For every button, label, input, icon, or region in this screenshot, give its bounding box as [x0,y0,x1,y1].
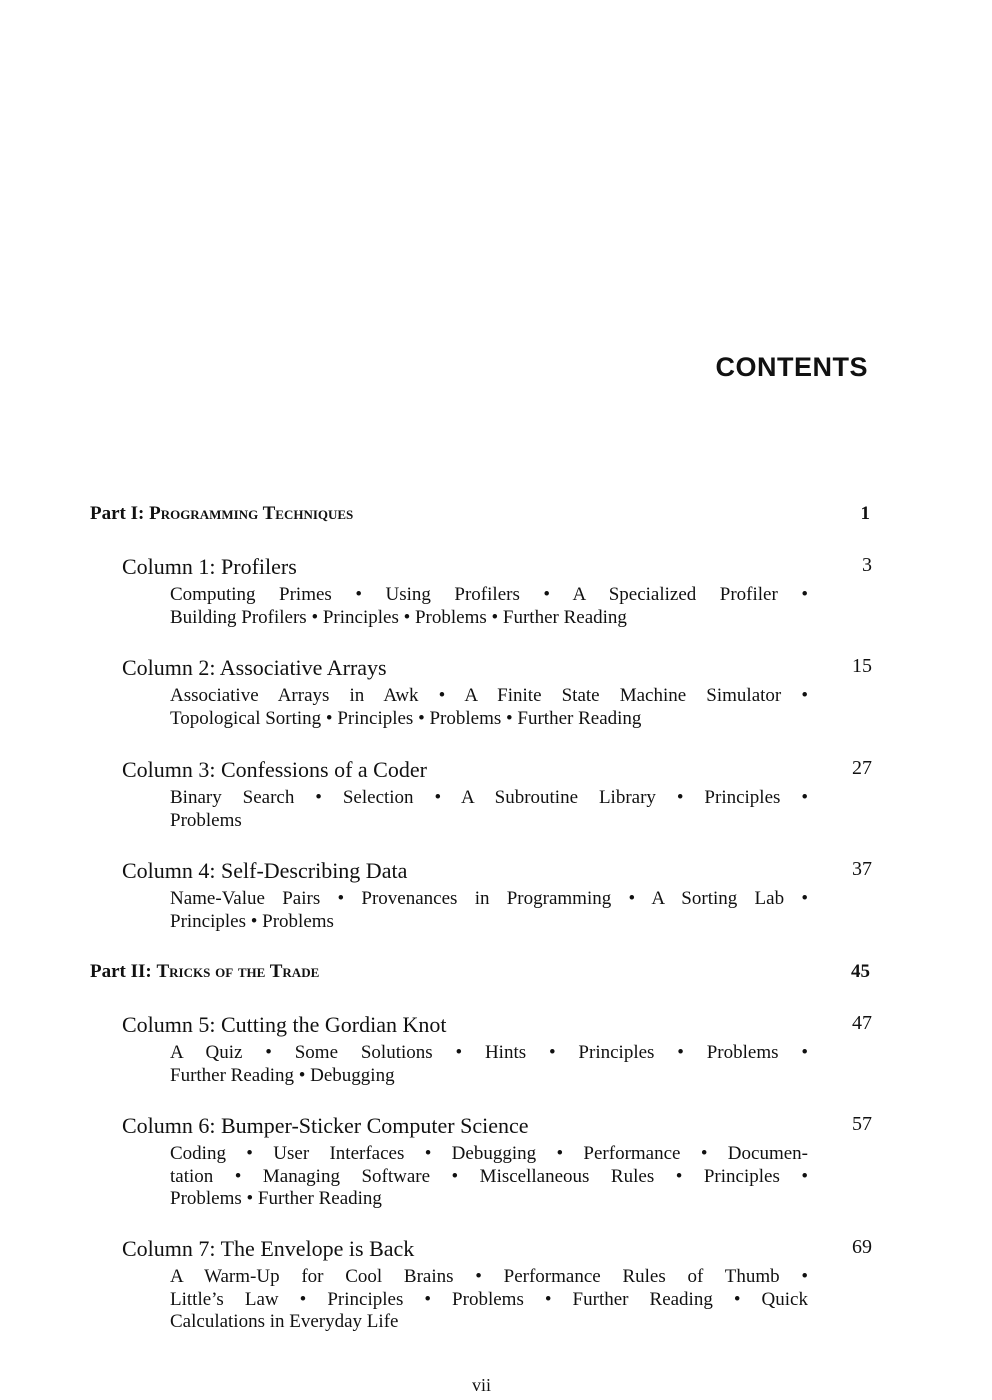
column-entry [122,655,872,730]
column-title: Column 4: Self-Describing Data [122,858,408,883]
part-page: 1 [860,503,870,524]
column-entry [122,757,872,832]
column-topics: Problems • Further Reading [170,1188,382,1210]
column-entry [122,1236,872,1334]
column-page: 37 [852,858,872,880]
column-topics: Binary Search • Selection • A Subroutine Library • Principles • [170,787,808,808]
column-entry [122,1012,872,1087]
column-topics: tation • Managing Software • Miscellaneous Rules • Principles • [170,1165,808,1187]
column-entry [122,554,872,629]
column-topics: Building Profilers • Principles • Problems • Further Reading [170,606,627,628]
column-entry [122,858,872,933]
column-page: 3 [862,554,872,576]
column-topics: Name-Value Pairs • Provenances in Programming • A Sorting Lab • [170,888,808,909]
part-entry [90,503,870,525]
column-title: Column 7: The Envelope is Back [122,1236,415,1261]
part-label: Part I: [90,503,145,524]
column-topics: Topological Sorting • Principles • Problems • Further Reading [170,707,642,729]
column-topics: Computing Primes • Using Profilers • A Specialized Profiler • [170,584,808,605]
page-number: vii [472,1375,492,1395]
column-topics: Principles • Problems [170,910,334,932]
column-entry [122,1113,872,1211]
part-label: Part II: [90,961,152,982]
column-topics: Problems [170,809,242,831]
column-topics: Coding • User Interfaces • Debugging • Performance • Documen- [170,1143,808,1164]
column-topics: Associative Arrays in Awk • A Finite State Machine Simulator • [170,685,808,706]
part-entry [90,961,870,983]
column-topics: A Warm-Up for Cool Brains • Performance Rules of Thumb • [170,1266,808,1287]
column-page: 47 [852,1012,872,1034]
part-title: Tricks of the Trade [156,961,320,982]
column-topics: Further Reading • Debugging [170,1064,395,1086]
column-title: Column 2: Associative Arrays [122,655,387,680]
column-title: Column 1: Profilers [122,554,297,579]
column-topics: Little’s Law • Principles • Problems • Further Reading • Quick [170,1288,808,1310]
column-topics: A Quiz • Some Solutions • Hints • Principles • Problems • [170,1042,808,1063]
part-page: 45 [851,961,870,982]
column-page: 57 [852,1113,872,1135]
column-page: 15 [852,655,872,677]
column-title: Column 5: Cutting the Gordian Knot [122,1012,447,1037]
part-title: Programming Techniques [149,503,354,524]
page-heading: CONTENTS [715,352,868,382]
column-topics: Calculations in Everyday Life [170,1311,399,1333]
column-page: 27 [852,757,872,779]
column-title: Column 6: Bumper-Sticker Computer Science [122,1113,529,1138]
column-page: 69 [852,1236,872,1258]
column-title: Column 3: Confessions of a Coder [122,757,427,782]
